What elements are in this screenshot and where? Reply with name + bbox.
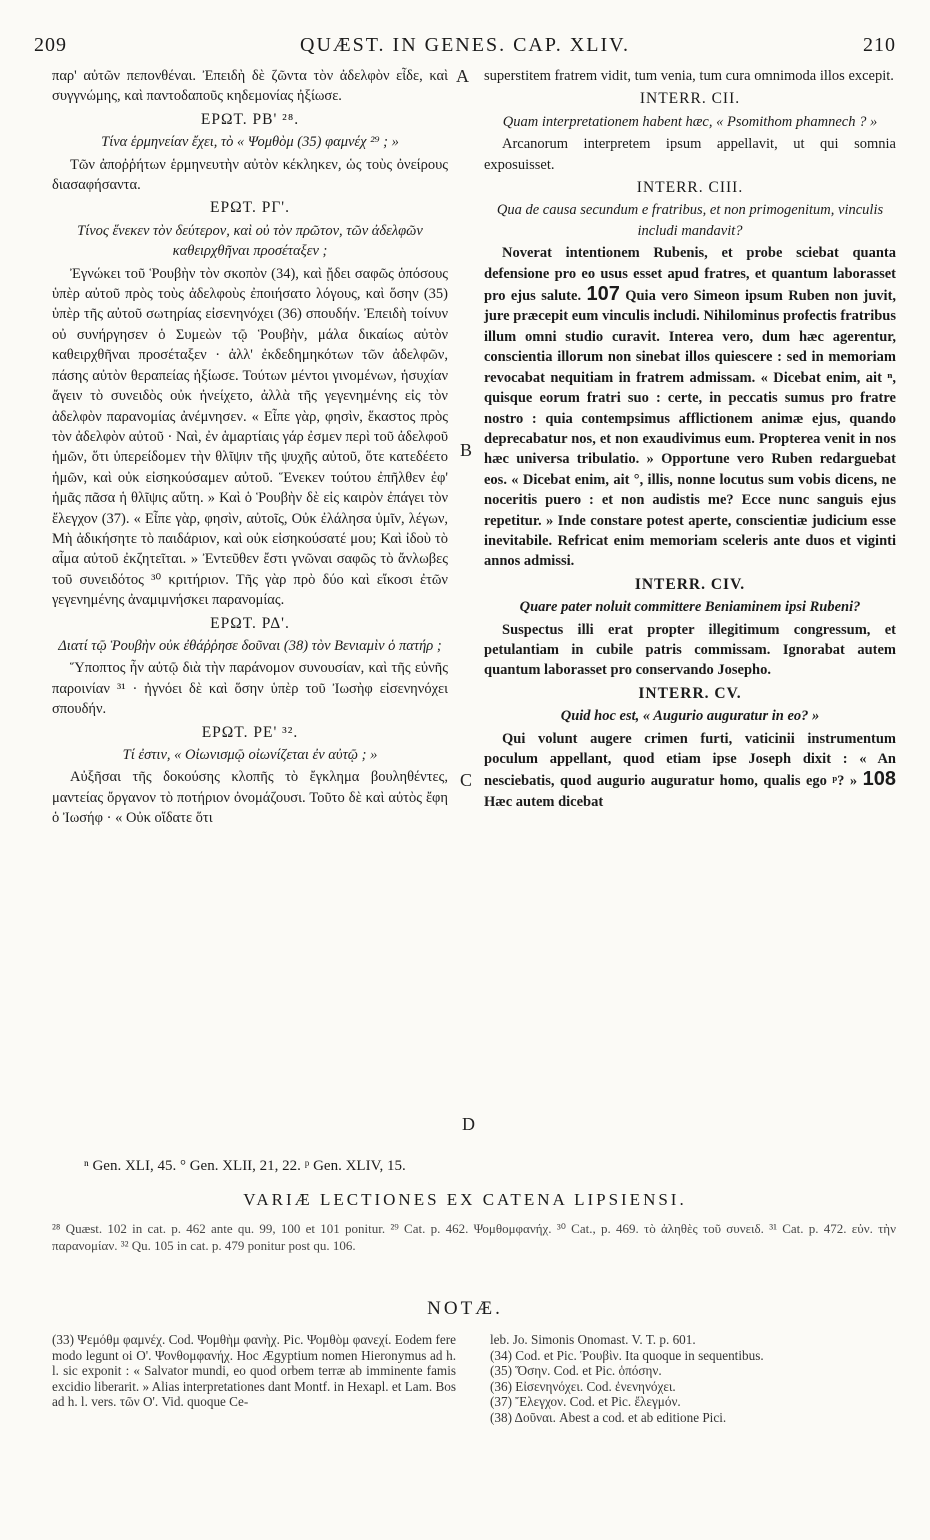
latin-answer-105-part-b: Hæc autem dicebat [484,793,604,810]
greek-heading-105: ΕΡΩΤ. ΡΕ' ³². [201,723,299,741]
greek-heading-103: ΕΡΩΤ. ΡΓ'. [210,199,290,217]
note-37: (37) Ἔλεγχον. Cod. et Pic. ἔλεγμόν. [490,1394,681,1410]
greek-answer-102: Τῶν ἀποῤῥήτων ἑρμηνευτὴν αὐτὸν κέκληκεν, ὡς τοὺς ὀνείρους διασαφήσαντα. [52,156,448,194]
column-number-107: 107 [586,283,620,306]
margin-mark-d: D [462,1114,475,1134]
latin-answer-105 [484,729,896,813]
margin-mark-a: A [456,66,469,86]
latin-question-102: Quam interpretationem habent hæc, « Psomithom phamnech ? » [502,113,878,130]
greek-heading-102: ΕΡΩΤ. ΡΒ' ²⁸. [200,110,300,128]
page-number-right: 210 [863,34,896,56]
notae-heading: NOTÆ. [427,1298,503,1319]
note-38: (38) Δοῦναι. Abest a cod. et ab editione Pici. [490,1409,727,1425]
latin-question-105: Quid hoc est, « Augurio auguratur in eo? » [560,708,820,725]
latin-answer-102: Arcanorum interpretem ipsum appellavit, ut qui somnia exposuisset. [484,136,896,173]
latin-answer-103 [484,243,896,572]
note-34: (34) Cod. et Pic. Ῥουβὶν. Ita quoque in sequentibus. [490,1347,764,1363]
greek-column [52,66,448,829]
scripture-references: ⁿ Gen. XLI, 45. ° Gen. XLII, 21, 22. ᵖ Gen. XLIV, 15. [84,1158,406,1174]
margin-mark-c: C [460,770,473,790]
greek-question-105: Τί ἐστιν, « Οἰωνισμῷ οἰωνίζεται ἐν αὐτῷ ; » [122,747,378,763]
running-header [34,34,896,58]
variae-lectiones-text: ²⁸ Quæst. 102 in cat. p. 462 ante qu. 99, 100 et 101 ponitur. ²⁹ Cat. p. 462. Ψομθομφανήχ. ³⁰ Cat., p. 469. τὸ ἀληθὲς τοῦ συνειδ. ³¹ Cat. p. 472. εὐν. τὴν παρανομίαν. ³² Qu. 105 in cat. p. 479 ponitur post qu. 106. [52,1221,896,1253]
page-number-left: 209 [34,34,67,56]
latin-heading-104: INTERR. CIV. [634,575,746,593]
latin-answer-103-part-b: Quia vero Simeon ipsum Ruben non juvit, jure præcepit eum vinculis includi. Nihilominus profectis fratribus illum omni studio curavit. Interea vero, dum hæc agerentur, conscientia illorum non sinebat illos quiescere : sed in memoriam revocabat nequitiam in fratrem admissam. « Dicebat enim, ait ⁿ, quisque eorum fratri suo : certe, in peccatis sumus pro fratre nostro : quia contempsimus afflictionem animæ ejus, quando deprecabatur nos, et non exaudivimus eum. Propterea venit in nos hæc universa tribulatio. » Opportune vero Ruben redarguebat eos. « Dicebat enim, ait °, illis, nonne locutus sum vobis dicens, ne noceritis puero : et non audistis me? Ecce nunc sanguis ejus repetitur. » Inde constare potest aperte, conscientiæ judicium esse inevitabile. Refricat enim memoriam sceleris ante duos et viginti annos admissi. [484,288,897,570]
note-36: (36) Εἰσενηνόχει. Cod. ἐνενηνόχει. [490,1378,676,1394]
greek-question-102: Τίνα ἑρμηνείαν ἔχει, τὸ « Ψομθὸμ (35) φαμνέχ ²⁹ ; » [101,134,399,151]
greek-heading-104: ΕΡΩΤ. ΡΔ'. [210,614,290,632]
note-33-continued: leb. Jo. Simonis Onomast. V. T. p. 601. [490,1332,696,1347]
latin-heading-102: INTERR. CII. [639,90,741,108]
notes-left-column [52,1332,456,1410]
latin-answer-104: Suspectus illi erat propter illegitimum congressum, et petulantiam in cubile patris commissam. Ignorabat autem quantum laborasset pro conservando Josepho. [484,621,896,679]
note-33: (33) Ψεμόθμ φαμνέχ. Cod. Ψομθὴμ φανὴχ. Pic. Ψομθὸμ φανεχί. Eodem fere modo legunt oi Ο'. Ψονθομφανήχ. Hoc Ægyptium nomen Hieronymus ad h. l. sic exponit : « Salvator mundi, eo quod orbem terræ ab imminente famis excidio liberarit. » Alias interpretationes dant Montf. in Hexapl. et Lam. Bos ad h. l. vers. τῶν Ο'. Vid. quoque Ce- [52,1332,456,1410]
latin-heading-105: INTERR. CV. [638,684,742,702]
latin-para-0: superstitem fratrem vidit, tum venia, tum cura omnimoda illos excepit. [484,68,894,84]
margin-mark-b: B [460,440,473,460]
column-number-108: 108 [862,768,896,791]
greek-answer-105: Αὐξῆσαι τῆς δοκούσης κλοπῆς τὸ ἔγκλημα βουληθέντες, μαντείας ὄργανον τὸ ποτήριον ὀνομάζουσι. Τοῦτο δὲ καὶ αὐτὸς ἔφη ὁ Ἰωσήφ · « Οὐκ οἴδατε ὅτι [52,769,448,827]
greek-para-0: παρ' αὐτῶν πεπονθέναι. Ἐπειδὴ δὲ ζῶντα τὸν ἀδελφὸν εἶδε, καὶ συγγνώμης, καὶ παντοδαποῦς κηδεμονίας ἠξίωσε. [52,68,448,105]
note-35: (35) Ὅσην. Cod. et Pic. ὁπόσην. [490,1363,662,1379]
latin-heading-103: INTERR. CIII. [636,179,744,197]
latin-column [484,66,896,812]
running-title: QUÆST. IN GENES. CAP. XLIV. [300,34,630,56]
greek-answer-104: Ὕποπτος ἦν αὐτῷ διὰ τὴν παράνομον συνουσίαν, καὶ τῆς εὐνῆς παροινίαν ³¹ · ἠγνόει δὲ καὶ ὅσην ὑπὲρ τοῦ Ἰωσὴφ εἰσενηνόχει σπουδήν. [52,660,448,718]
notes-right-column [490,1332,896,1426]
greek-question-103: Τίνος ἕνεκεν τὸν δεύτερον, καὶ οὐ τὸν πρῶτον, τῶν ἀδελφῶν καθειρχθῆναι προσέταξεν ; [77,222,423,260]
greek-answer-103: Ἐγνώκει τοῦ Ῥουβὴν τὸν σκοπὸν (34), καὶ ᾔδει σαφῶς ὁπόσους ὑπὲρ αὐτοῦ πρὸς τοὺς ἀδελφοὺς ἐποιήσατο λόγους, καὶ ὅσην (35) ὑπὲρ τῆς αὐτοῦ σωτηρίας εἰσενηνόχει (36) σπουδήν. Ἐπειδὴ τοίνυν οὐ συνήργησεν ὁ Συμεὼν τῷ Ῥουβὴν, μάλα δικαίως αὐτὸν καθειρχθῆναι προσέταξεν · ἀλλ' ἐκδεδημηκότων τῶν ἀδελφῶν, πάσης αὐτὸν θεραπείας ἠξίωσε. Τούτων μέντοι γινομένων, ἡσυχίαν ἄγειν τὸ συνειδὸς οὐκ ἠνείχετο, ἀλλὰ τῆς γεγενημένης εἰς τὸν ἀδελφὸν παρανομίας ἀνέμνησεν. « Εἶπε γὰρ, φησὶν, ἕκαστος πρὸς τὸν ἀδελφὸν αὐτοῦ · Ναὶ, ἐν ἁμαρτίαις γάρ ἐσμεν περὶ τοῦ ἀδελφοῦ ἡμῶν, ὅτι ὑπερείδομεν τὴν θλῖψιν τῆς ψυχῆς αὐτοῦ, ὅτε κατεδέετο ἡμῶν, καὶ οὐκ εἰσηκούσαμεν αὐτοῦ. Ἕνεκεν τούτου ἐπῆλθεν ἐφ' ἡμᾶς πᾶσα ἡ θλῖψις αὕτη. » Καὶ ὁ Ῥουβὴν δὲ εἰς καιρὸν ἐπάγει τὸν ἔλεγχον (37). « Εἶπε γὰρ, φησὶν, αὐτοῖς, Οὐκ ἐλάλησα ὑμῖν, λέγων, Μὴ ἀδικήσητε τὸ παιδάριον, καὶ οὐκ εἰσηκούσατέ μου; Καὶ ἰδοὺ τὸ αἷμα αὐτοῦ ἐκζητεῖται. » Ἐντεῦθεν ἔστι γνῶναι σαφῶς τὸ ἄνλωβες τοῦ συνειδότος ³⁰ κριτήριον. Τῆς γὰρ πρὸ δύο καὶ εἴκοσι ἐτῶν γεγενημένης ἀναμιμνήσκει παρανομίας. [52,265,448,609]
latin-question-104: Quare pater noluit committere Beniaminem ipsi Rubeni? [519,599,861,616]
variae-lectiones-heading: VARIÆ LECTIONES EX CATENA LIPSIENSI. [243,1190,687,1209]
greek-question-104: Διατί τῷ Ῥουβὴν οὐκ ἐθάῤῥησε δοῦναι (38) τὸν Βενιαμὶν ὁ πατήρ ; [58,637,442,654]
latin-question-103: Qua de causa secundum e fratribus, et non primogenitum, vinculis includi mandavit? [496,202,884,239]
latin-answer-103-part-a: Noverat intentionem Rubenis, et probe sciebat quanta defensione pro eo usus esset apud fratres, et quantum laborasset pro ejus salute. [484,245,896,305]
latin-answer-105-part-a: Qui volunt augere crimen furti, vaticinii instrumentum poculum appellant, quod etiam ipse Joseph dixit : « An nesciebatis, quod augurio auguratur homo, qualis ego ᵖ? » [484,730,896,790]
